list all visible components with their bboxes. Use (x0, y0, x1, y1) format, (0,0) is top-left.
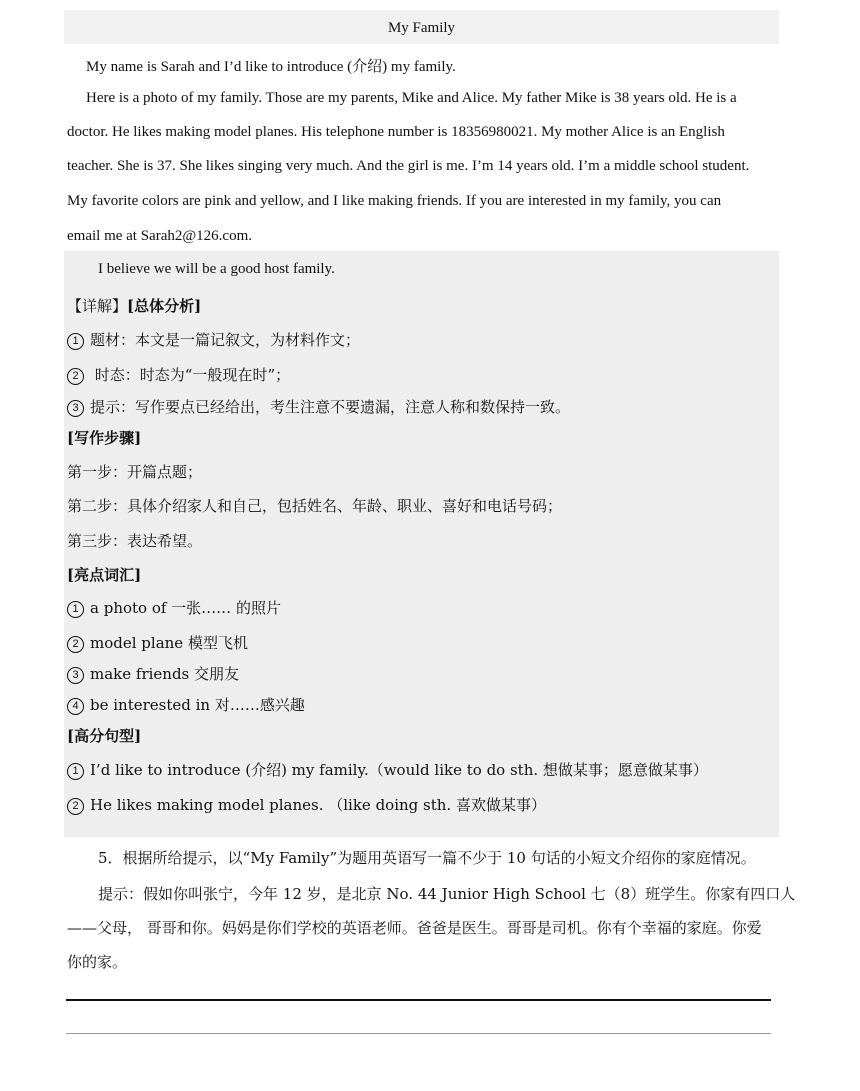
overall-item (67, 396, 570, 417)
circled-number: 3 (67, 667, 84, 684)
vocab-item-text: be interested in 对……感兴趣 (90, 696, 305, 714)
vocab-item-text: a photo of 一张…… 的照片 (90, 599, 281, 617)
vocab-item-text: make friends 交朋友 (90, 665, 240, 683)
overall-item (67, 329, 360, 350)
sentence-item-text: He likes making model planes. （like doing sth. 喜欢做某事） (90, 796, 546, 814)
circled-number: 1 (67, 333, 84, 350)
question-hint-line: 提示：假如你叫张宁，今年 12 岁，是北京 No. 44 Junior High School 七（8）班学生。你家有四口人 (98, 885, 796, 903)
circled-number: 2 (67, 368, 84, 385)
sentence-item (67, 794, 546, 815)
title-band (64, 10, 779, 44)
vocab-header: [亮点词汇] (67, 566, 142, 584)
step-item: 第三步：表达希望。 (67, 532, 203, 550)
overall-item (67, 364, 290, 385)
sentence-patterns-header: [高分句型] (67, 727, 142, 745)
essay-line: My favorite colors are pink and yellow, and I like making friends. If you are interested in my family, you can (67, 193, 722, 209)
overall-analysis-header: [总体分析] (127, 297, 202, 315)
essay-line: email me at Sarah2@126.com. (67, 228, 253, 244)
essay-line: doctor. He likes making model planes. His telephone number is 18356980021. My mother Alice is an English (67, 124, 725, 140)
vocab-item (67, 694, 305, 715)
question-prompt: 5．根据所给提示，以“My Family”为题用英语写一篇不少于 10 句话的小短文介绍你的家庭情况。 (98, 849, 756, 867)
overall-item-text: 题材：本文是一篇记叙文，为材料作文； (90, 331, 361, 349)
sentence-item (67, 759, 708, 780)
circled-number: 4 (67, 698, 84, 715)
page-title: My Family (387, 20, 456, 36)
essay-line: teacher. She is 37. She likes singing very much. And the girl is me. I’m 14 years old. I’m a middle school student. (67, 158, 750, 174)
vocab-item (67, 597, 281, 618)
question-hint-line: 你的家。 (67, 953, 128, 971)
circled-number: 3 (67, 400, 84, 417)
step-item: 第二步：具体介绍家人和自己，包括姓名、年龄、职业、喜好和电话号码； (67, 497, 563, 515)
question-hint-line: ——父母， 哥哥和你。妈妈是你们学校的英语老师。爸爸是医生。哥哥是司机。你有个幸福的家庭。你爱 (67, 919, 762, 937)
circled-number: 1 (67, 763, 84, 780)
vocab-item-text: model plane 模型飞机 (90, 634, 248, 652)
overall-item-text: 时态：时态为“一般现在时”； (90, 366, 291, 384)
circled-number: 2 (67, 636, 84, 653)
circled-number: 2 (67, 798, 84, 815)
writing-steps-header: [写作步骤] (67, 429, 142, 447)
vocab-item (67, 632, 248, 653)
vocab-item (67, 663, 239, 684)
circled-number: 1 (67, 601, 84, 618)
sentence-item-text: I’d like to introduce (介绍) my family.（would like to do sth. 想做某事；愿意做某事） (90, 761, 708, 779)
essay-closing: I believe we will be a good host family. (98, 261, 335, 277)
step-item: 第一步：开篇点题； (67, 463, 203, 481)
answer-line[interactable] (66, 999, 771, 1001)
analysis-header-bracket: 【详解】 (67, 297, 128, 315)
overall-item-text: 提示：写作要点已经给出，考生注意不要遗漏，注意人称和数保持一致。 (90, 398, 571, 416)
analysis-header (67, 295, 201, 316)
essay-line: Here is a photo of my family. Those are my parents, Mike and Alice. My father Mike is 38 years old. He is a (86, 90, 737, 106)
answer-line[interactable] (66, 1033, 771, 1034)
essay-paragraph-1: My name is Sarah and I’d like to introduce (介绍) my family. (86, 59, 456, 75)
